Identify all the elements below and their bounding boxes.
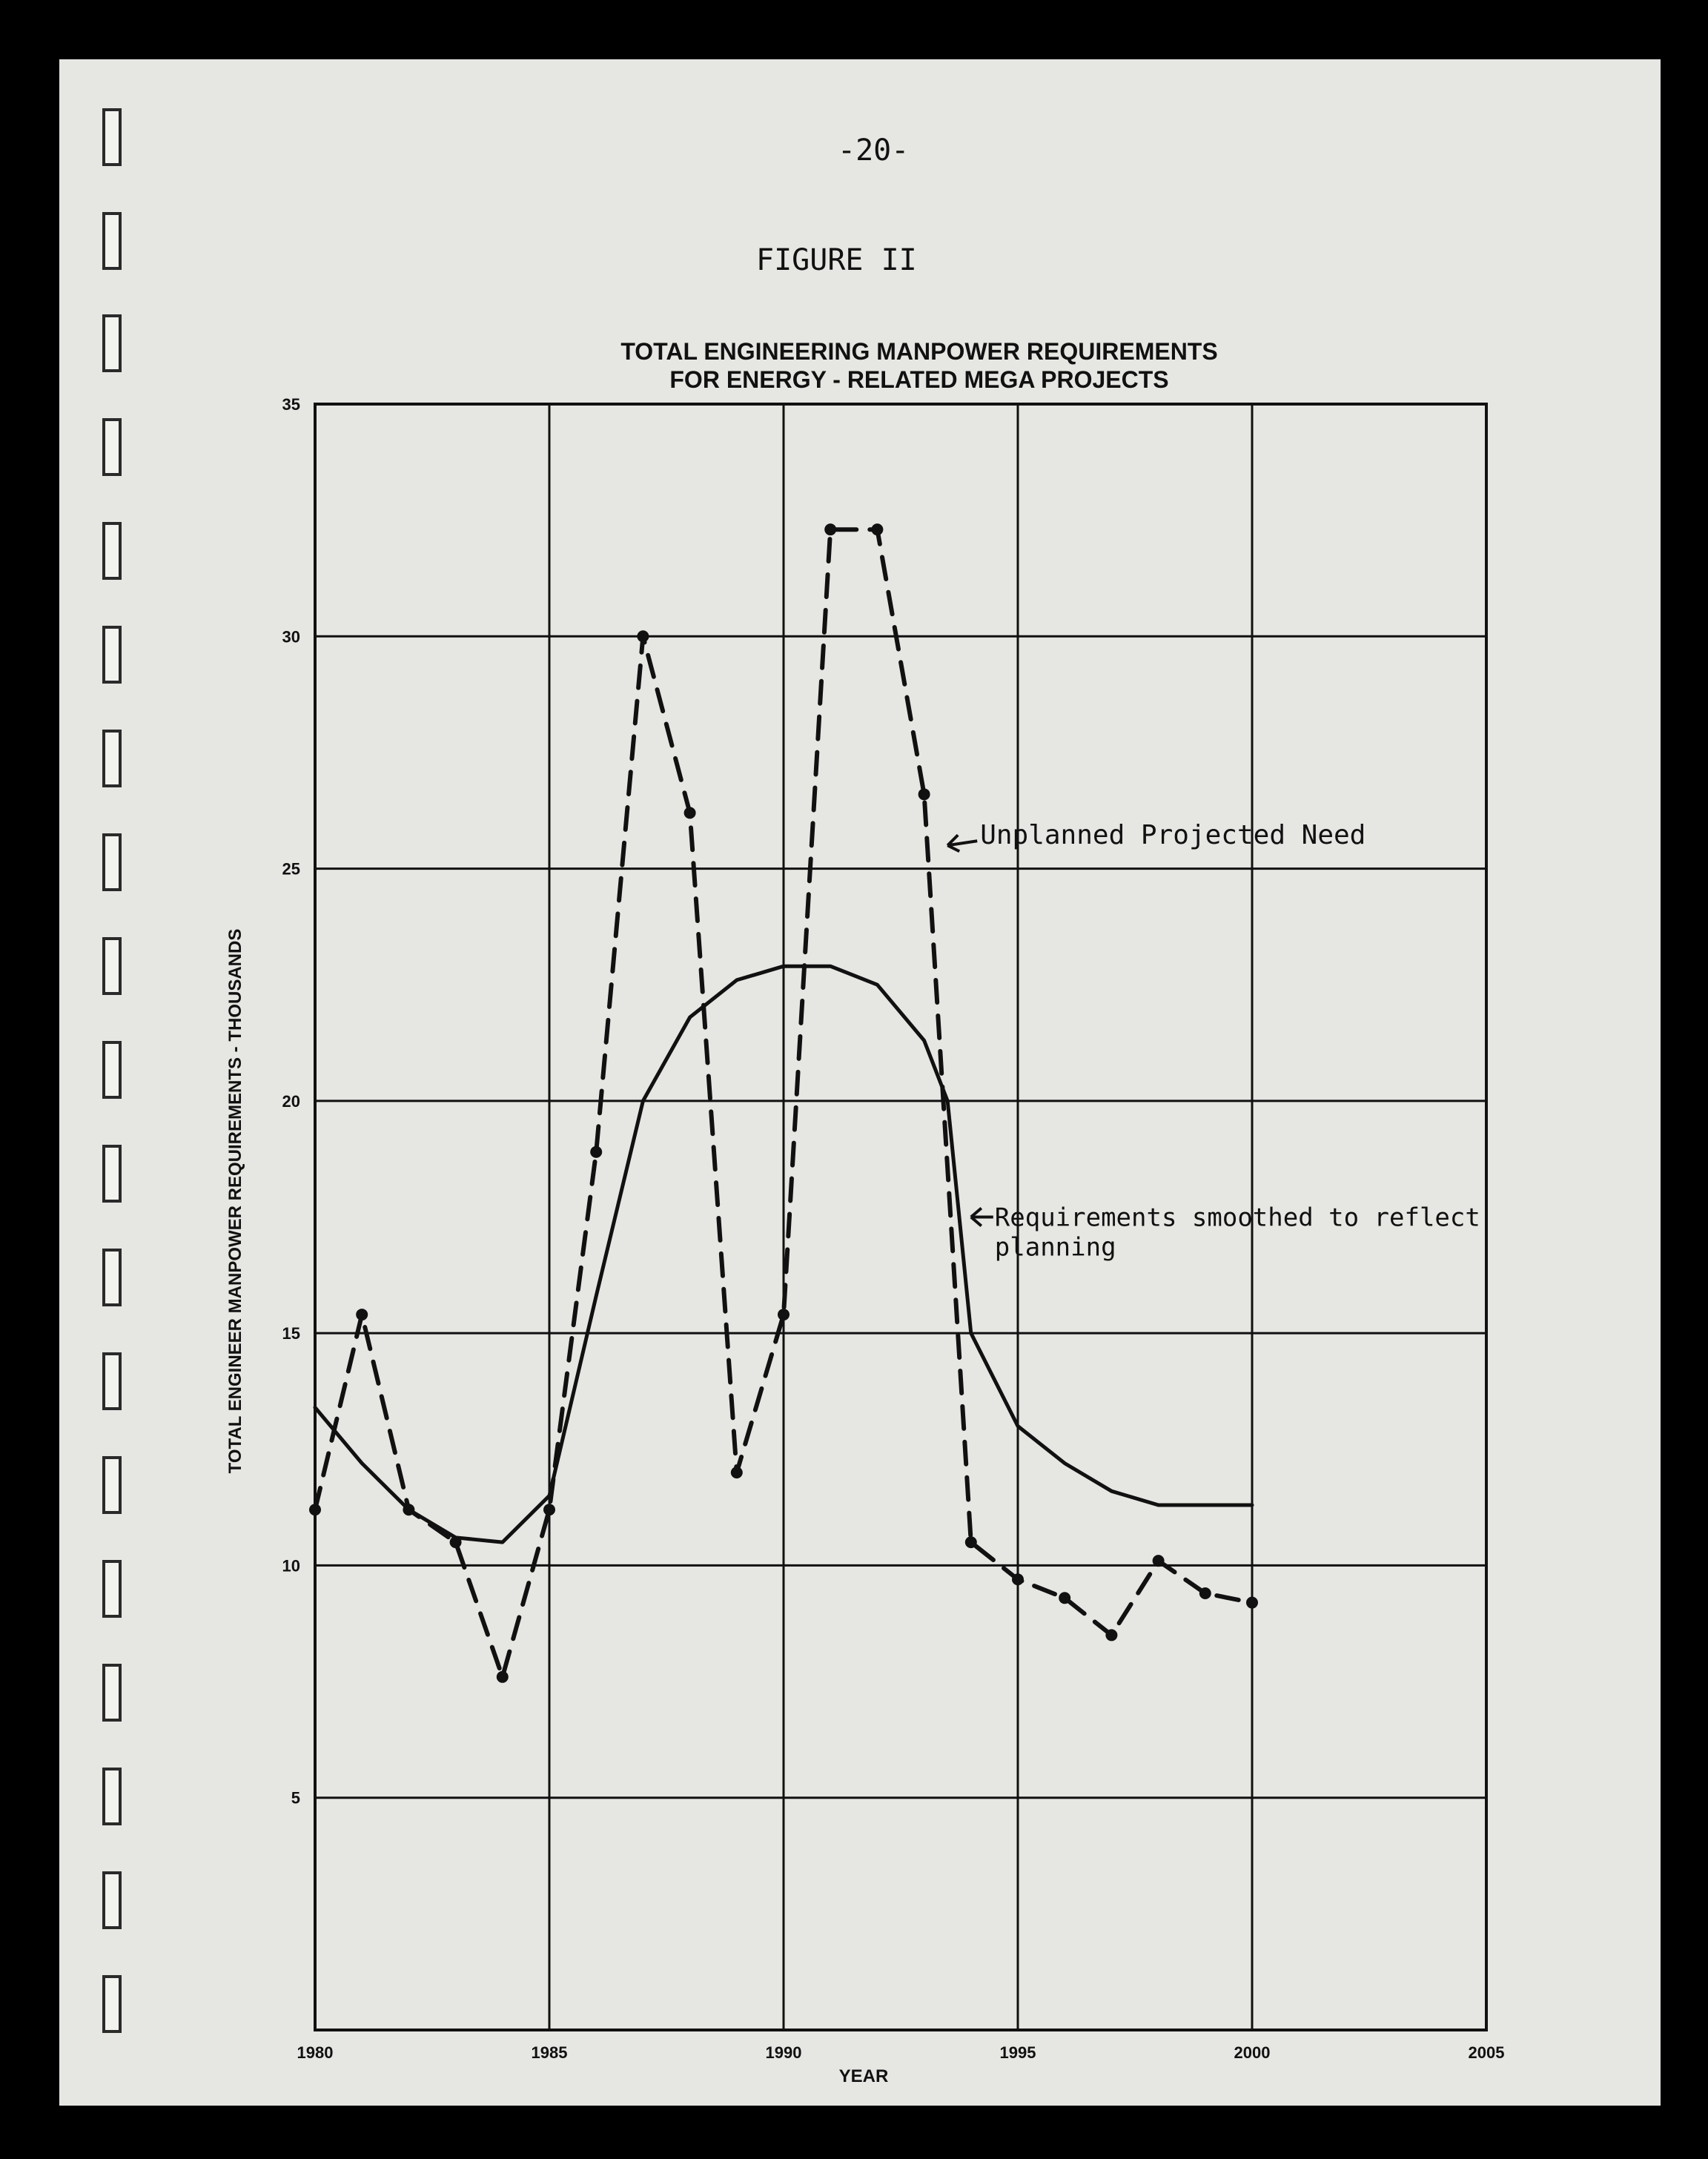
data-point	[778, 1309, 790, 1320]
data-point	[1059, 1592, 1070, 1604]
data-point	[1153, 1555, 1165, 1567]
data-point	[1105, 1629, 1117, 1641]
x-tick-label: 1990	[765, 2043, 802, 2062]
y-tick-label: 15	[282, 1324, 300, 1343]
x-axis-label: YEAR	[838, 2066, 889, 2086]
chart-title: TOTAL ENGINEERING MANPOWER REQUIREMENTS	[620, 338, 1218, 365]
data-point	[918, 788, 930, 800]
figure-label: FIGURE II	[756, 243, 917, 277]
chart-labels	[225, 395, 1504, 2086]
x-tick-label: 1980	[297, 2043, 334, 2062]
data-point	[543, 1504, 555, 1515]
y-tick-label: 35	[282, 395, 300, 414]
x-tick-label: 1985	[531, 2043, 568, 2062]
annotation-arrow	[971, 1209, 993, 1226]
data-point	[1246, 1597, 1258, 1609]
data-point	[731, 1467, 743, 1478]
y-tick-label: 20	[282, 1091, 300, 1111]
data-point	[824, 523, 836, 535]
chart-subtitle: FOR ENERGY - RELATED MEGA PROJECTS	[669, 366, 1169, 393]
data-point	[590, 1146, 602, 1158]
data-point	[1012, 1573, 1024, 1585]
y-tick-label: 25	[282, 859, 300, 879]
annotation-arrow	[947, 835, 977, 851]
data-point	[356, 1309, 368, 1320]
data-point	[309, 1504, 321, 1515]
data-point	[684, 807, 696, 819]
annotation-smoothed-line2: planning	[994, 1232, 1116, 1263]
y-tick-label: 30	[282, 627, 300, 647]
data-point	[1199, 1587, 1211, 1599]
x-tick-label: 2000	[1234, 2043, 1271, 2062]
page-number: -20-	[838, 133, 910, 168]
x-tick-label: 1995	[999, 2043, 1036, 2062]
data-point	[965, 1536, 977, 1548]
y-tick-label: 5	[291, 1788, 300, 1808]
data-point	[497, 1671, 509, 1683]
y-axis-label: TOTAL ENGINEER MANPOWER REQUIREMENTS - THOUSANDS	[225, 928, 245, 1474]
data-point	[637, 630, 649, 642]
annotation-smoothed: Requirements smoothed to reflect	[994, 1203, 1480, 1233]
data-point	[871, 523, 883, 535]
annotation-unplanned: Unplanned Projected Need	[980, 820, 1366, 851]
x-tick-label: 2005	[1468, 2043, 1505, 2062]
y-tick-label: 10	[282, 1556, 300, 1576]
